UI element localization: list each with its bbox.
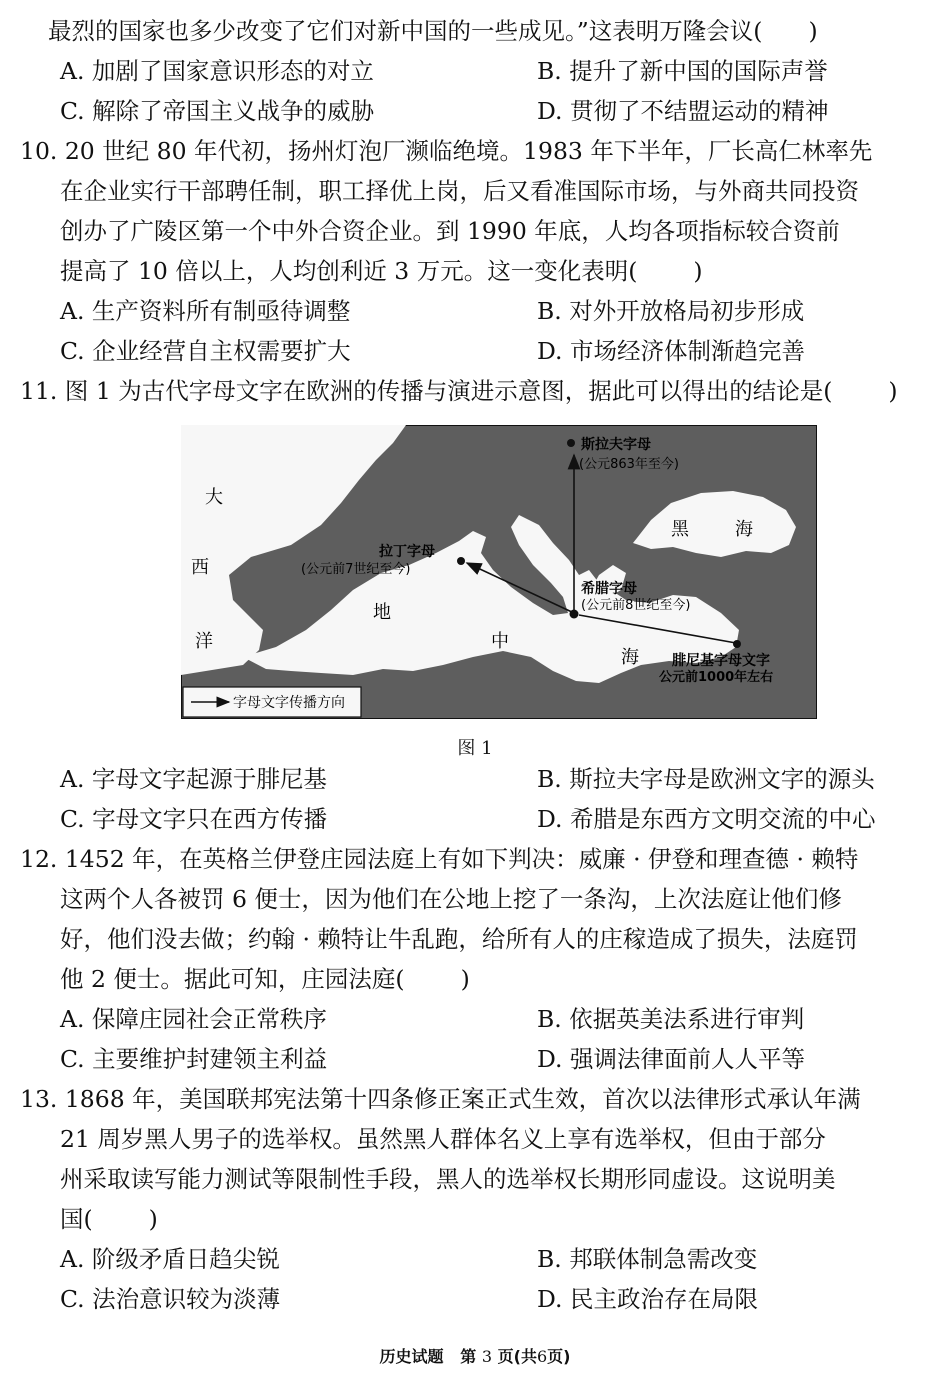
footer-ye: 页(共 — [497, 1347, 537, 1366]
q13-close-paren: ) — [148, 1205, 158, 1233]
q10-stem-line-3: 创办了广陵区第一个中外合资企业。到 1990 年底，人均各项指标较合资前 — [60, 217, 840, 245]
q13-stem-line-2: 21 周岁黑人男子的选举权。虽然黑人群体名义上享有选举权，但由于部分 — [60, 1125, 826, 1153]
greek-date-label: (公元前8世纪至今) — [581, 598, 691, 613]
med-label-2: 中 — [491, 631, 509, 652]
q11-option-d[interactable]: D. 希腊是东西方文明交流的中心 — [537, 805, 876, 833]
q12-option-a[interactable]: A. 保障庄园社会正常秩序 — [60, 1005, 327, 1033]
q9-option-c[interactable]: C. 解除了帝国主义战争的威胁 — [60, 97, 375, 125]
alphabet-spread-map — [181, 425, 817, 719]
q12-stem-line-1: 12. 1452 年，在英格兰伊登庄园法庭上有如下判决：威廉 · 伊登和理查德 · 赖特 — [20, 845, 859, 873]
slavic-name-label: 斯拉夫字母 — [581, 437, 651, 453]
q13-stem-line-3: 州采取读写能力测试等限制性手段，黑人的选举权长期形同虚设。这说明美 — [60, 1165, 836, 1193]
q11-option-a[interactable]: A. 字母文字起源于腓尼基 — [60, 765, 327, 793]
q11-option-c[interactable]: C. 字母文字只在西方传播 — [60, 805, 328, 833]
q11-stem-text: 11. 图 1 为古代字母文字在欧洲的传播与演进示意图，据此可以得出的结论是( — [20, 377, 833, 405]
q10-option-d[interactable]: D. 市场经济体制渐趋完善 — [537, 337, 805, 365]
q10-option-c[interactable]: C. 企业经营自主权需要扩大 — [60, 337, 351, 365]
map-legend — [183, 687, 361, 717]
q12-option-d[interactable]: D. 强调法律面前人人平等 — [537, 1045, 805, 1073]
greek-point — [570, 610, 579, 619]
q10-stem-line-1: 10. 20 世纪 80 年代初，扬州灯泡厂濒临绝境。1983 年下半年，厂长高仁林率先 — [20, 137, 873, 165]
q11-close-paren: ) — [888, 377, 898, 405]
q13-stem-text: 国( — [60, 1205, 93, 1233]
q13-stem-line-1: 13. 1868 年，美国联邦宪法第十四条修正案正式生效，首次以法律形式承认年满 — [20, 1085, 861, 1113]
footer-subject: 历史试题 — [379, 1347, 444, 1366]
q11-option-b[interactable]: B. 斯拉夫字母是欧洲文字的源头 — [537, 765, 875, 793]
atlantic-label-3: 洋 — [195, 631, 213, 652]
q9-stem-text: 最烈的国家也多少改变了它们对新中国的一些成见。”这表明万隆会议( — [48, 17, 763, 45]
med-label-3: 海 — [621, 647, 639, 668]
q9-close-paren: ) — [808, 17, 818, 45]
q10-stem-line-4 — [60, 256, 703, 286]
q9-option-d[interactable]: D. 贯彻了不结盟运动的精神 — [537, 97, 829, 125]
footer-end: 页) — [547, 1347, 571, 1366]
phoenician-date-label: 公元前1000年左右 — [659, 670, 774, 685]
q11-stem — [20, 376, 898, 406]
q12-close-paren: ) — [460, 965, 470, 993]
q10-stem-line-2: 在企业实行干部聘任制，职工择优上岗，后又看准国际市场，与外商共同投资 — [60, 177, 859, 205]
footer-page-number: 3 — [481, 1347, 493, 1366]
q12-stem-line-4 — [60, 964, 470, 994]
phoenician-point — [733, 640, 741, 648]
q10-close-paren: ) — [693, 257, 703, 285]
latin-date-label: (公元前7世纪至今) — [301, 562, 411, 577]
q13-option-a[interactable]: A. 阶级矛盾日趋尖锐 — [60, 1245, 280, 1273]
q12-option-b[interactable]: B. 依据英美法系进行审判 — [537, 1005, 805, 1033]
latin-name-label: 拉丁字母 — [379, 544, 435, 560]
q9-option-a[interactable]: A. 加剧了国家意识形态的对立 — [60, 57, 374, 85]
q9-stem-tail — [48, 16, 818, 46]
footer-total-pages: 6 — [536, 1347, 548, 1366]
q12-stem-line-2: 这两个人各被罚 6 便士，因为他们在公地上挖了一条沟，上次法庭让他们修 — [60, 885, 842, 913]
q9-option-b[interactable]: B. 提升了新中国的国际声誉 — [537, 57, 828, 85]
footer-di: 第 — [460, 1347, 477, 1366]
q13-option-d[interactable]: D. 民主政治存在局限 — [537, 1285, 758, 1313]
q13-option-c[interactable]: C. 法治意识较为淡薄 — [60, 1285, 281, 1313]
black-sea-label-2: 海 — [735, 519, 753, 540]
slavic-point — [567, 439, 575, 447]
latin-point — [457, 557, 465, 565]
phoenician-name-label: 腓尼基字母文字 — [672, 653, 770, 669]
q10-option-a[interactable]: A. 生产资料所有制亟待调整 — [60, 297, 351, 325]
black-sea-label-1: 黑 — [671, 519, 689, 540]
figure-caption: 图 1 — [457, 738, 493, 759]
atlantic-label-2: 西 — [191, 557, 209, 578]
legend-label: 字母文字传播方向 — [233, 695, 345, 711]
q13-stem-line-4 — [60, 1204, 158, 1234]
slavic-date-label: (公元863年至今) — [579, 457, 679, 472]
page-footer — [0, 1344, 950, 1367]
q12-option-c[interactable]: C. 主要维护封建领主利益 — [60, 1045, 328, 1073]
greek-name-label: 希腊字母 — [581, 581, 637, 597]
q13-option-b[interactable]: B. 邦联体制急需改变 — [537, 1245, 758, 1273]
q10-option-b[interactable]: B. 对外开放格局初步形成 — [537, 297, 805, 325]
q12-stem-line-3: 好，他们没去做；约翰 · 赖特让牛乱跑，给所有人的庄稼造成了损失，法庭罚 — [60, 925, 858, 953]
med-label-1: 地 — [373, 602, 391, 623]
atlantic-label-1: 大 — [205, 487, 223, 508]
q12-stem-text: 他 2 便士。据此可知，庄园法庭( — [60, 965, 405, 993]
q10-stem-text: 提高了 10 倍以上，人均创利近 3 万元。这一变化表明( — [60, 257, 638, 285]
